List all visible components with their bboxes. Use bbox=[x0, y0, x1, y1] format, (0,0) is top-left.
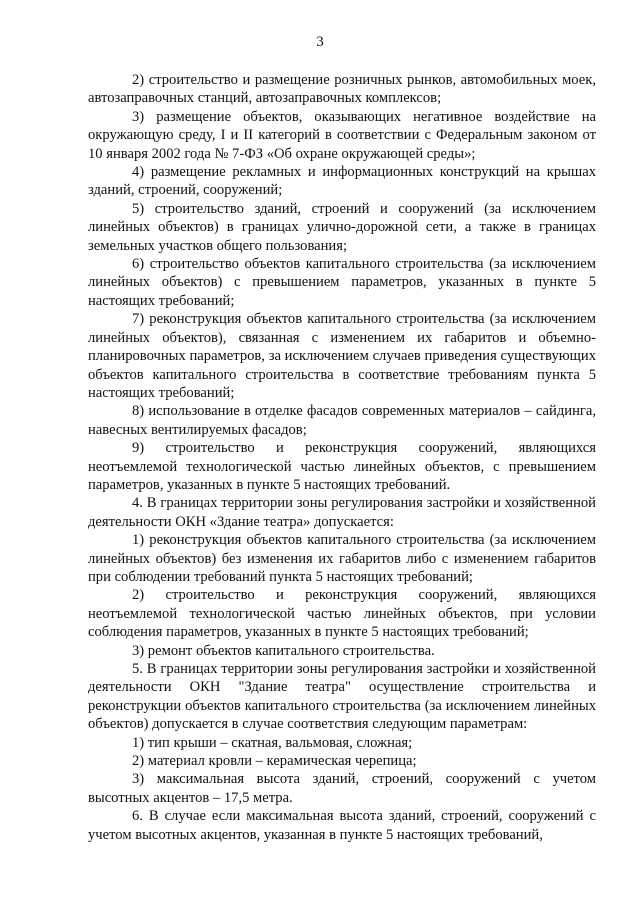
paragraph-5: 5. В границах территории зоны регулирования застройки и хозяйственной деятельности ОКН "Здание театра" осуществление строительства и реконструкции объектов капитального строительства (за исключением линейных объектов) допускается в случае соответствия следующим параметрам: bbox=[88, 661, 596, 733]
paragraph-1-8: 8) использование в отделке фасадов современных материалов – сайдинга, навесных вентилируемых фасадов; bbox=[88, 403, 596, 438]
paragraph-5-2: 2) материал кровли – керамическая черепица; bbox=[132, 753, 417, 770]
paragraph-5-3: 3) максимальная высота зданий, строений, сооружений с учетом высотных акцентов – 17,5 метра. bbox=[88, 771, 596, 806]
paragraph-1-2: 2) строительство и размещение розничных рынков, автомобильных моек, автозаправочных станций, автозаправочных комплексов; bbox=[88, 72, 596, 107]
page-number: 3 bbox=[316, 34, 324, 50]
paragraph-5-1: 1) тип крыши – скатная, вальмовая, сложная; bbox=[132, 734, 413, 751]
paragraph-1-9: 9) строительство и реконструкция сооружений, являющихся неотъемлемой технологической частью линейных объектов, с превышением параметров, указанных в пункте 5 настоящих требований. bbox=[88, 440, 596, 493]
paragraph-4-1: 1) реконструкция объектов капитального строительства (за исключением линейных объектов) без изменения их габаритов либо с изменением габаритов при соблюдении требований пункта 5 настоящих требований; bbox=[88, 532, 596, 585]
paragraph-1-4: 4) размещение рекламных и информационных конструкций на крышах зданий, строений, сооружений; bbox=[88, 164, 596, 199]
document-body bbox=[88, 71, 596, 844]
paragraph-4-2: 2) строительство и реконструкция сооружений, являющихся неотъемлемой технологической частью линейных объектов, при условии соблюдения параметров, указанных в пункте 5 настоящих требований; bbox=[88, 587, 596, 641]
paragraph-6: 6. В случае если максимальная высота зданий, строений, сооружений с учетом высотных акцентов, указанная в пункте 5 настоящих требований, bbox=[88, 808, 596, 843]
paragraph-4-3: 3) ремонт объектов капитального строительства. bbox=[132, 642, 435, 659]
paragraph-1-3: 3) размещение объектов, оказывающих негативное воздействие на окружающую среду, I и II категорий в соответствии с Федеральным законом от 10 января 2002 года № 7-ФЗ «Об охране окружающей среды»; bbox=[88, 108, 596, 162]
paragraph-1-7: 7) реконструкция объектов капитального строительства (за исключением линейных объектов), связанная с изменением их габаритов и объемно-планировочных параметров, за исключением случаев приведения существующих объектов капитального строительства в соответствие требованиям пункта 5 настоящих требований; bbox=[88, 311, 596, 401]
paragraph-1-5: 5) строительство зданий, строений и сооружений (за исключением линейных объектов) в границах улично-дорожной сети, а также в границах земельных участков общего пользования; bbox=[88, 200, 596, 254]
paragraph-1-6: 6) строительство объектов капитального строительства (за исключением линейных объектов) с превышением параметров, указанных в пункте 5 настоящих требований; bbox=[88, 256, 596, 309]
paragraph-4: 4. В границах территории зоны регулирования застройки и хозяйственной деятельности ОКН «Здание театра» допускается: bbox=[88, 495, 596, 530]
